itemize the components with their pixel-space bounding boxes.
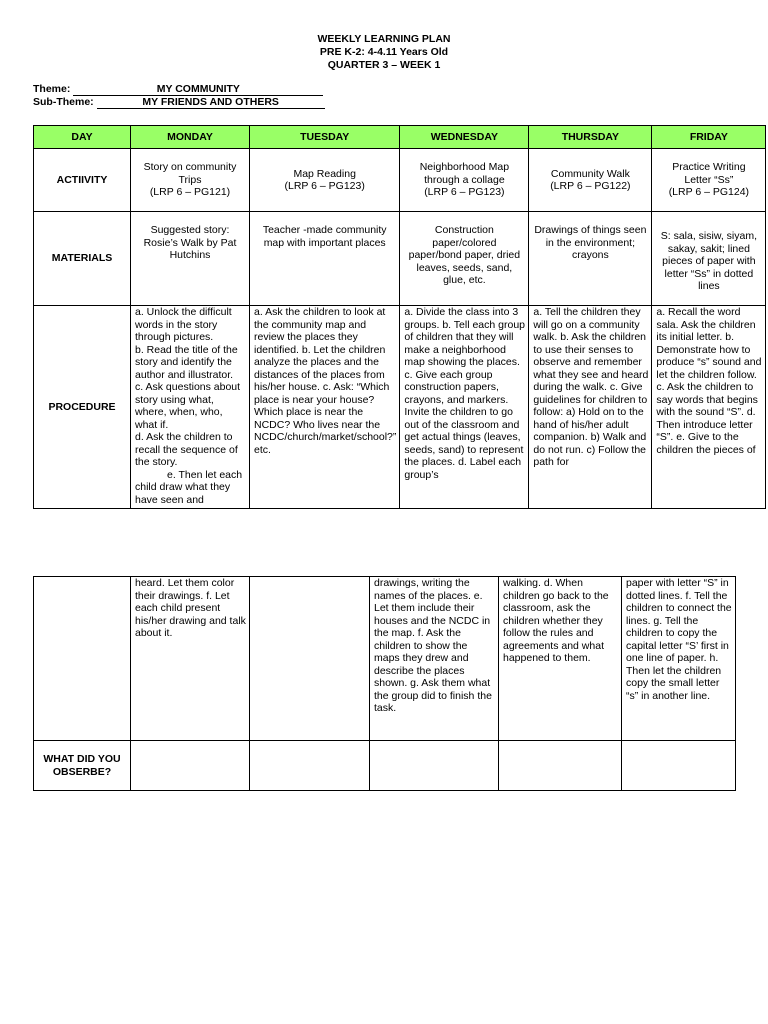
continuation-wednesday: drawings, writing the names of the places. e. Let them include their houses and the NCDC in the map. f. Ask the children to show the maps they drew and describe the places shown. g. Ask them what the group did to finish the task. bbox=[370, 577, 499, 741]
activity-tuesday: Map Reading (LRP 6 – PG123) bbox=[250, 149, 400, 212]
col-thursday: THURSDAY bbox=[529, 126, 652, 149]
continuation-thursday: walking. d. When children go back to the classroom, ask the children whether they follow the rules and agreements and what happened to them. bbox=[499, 577, 622, 741]
materials-tuesday: Teacher -made community map with important places bbox=[250, 212, 400, 306]
observe-wednesday bbox=[370, 741, 499, 791]
observe-row bbox=[34, 741, 736, 791]
activity-friday: Practice Writing Letter “Ss” (LRP 6 – PG124) bbox=[652, 149, 766, 212]
procedure-row bbox=[34, 306, 766, 509]
procedure-thursday: a. Tell the children they will go on a community walk. b. Ask the children to use their senses to observe and remember what they see and heard during the walk. c. Give guidelines for children to follow: a) Hold on to the hand of his/her adult companion. b) Walk and do not run. c) Follow the path for bbox=[529, 306, 652, 509]
observe-friday bbox=[622, 741, 736, 791]
activity-label: ACTIIVITY bbox=[34, 149, 131, 212]
observe-label: WHAT DID YOU OBSERBE? bbox=[34, 741, 131, 791]
procedure-tuesday: a. Ask the children to look at the community map and review the places they identified. b. Let the children analyze the places and the distances of the places from his/her house. c. Ask: “Which place is near your house? Which place is near the NCDC? Who lives near the NCDC/church/market/school?” etc. bbox=[250, 306, 400, 509]
observe-tuesday bbox=[250, 741, 370, 791]
col-friday: FRIDAY bbox=[652, 126, 766, 149]
procedure-monday: a. Unlock the difficult words in the story through pictures. b. Read the title of the story and identify the author and illustrator. c. Ask questions about story using what, where, when, who, what if. d. Ask the children to recall the sequence of the story. e. Then let each child draw what they have seen and bbox=[131, 306, 250, 509]
col-tuesday: TUESDAY bbox=[250, 126, 400, 149]
plan-level: PRE K-2: 4-4.11 Years Old bbox=[319, 46, 449, 58]
procedure-continuation-row bbox=[34, 577, 736, 741]
theme-row bbox=[33, 83, 323, 96]
subtheme-label: Sub-Theme: bbox=[33, 96, 94, 108]
activity-wednesday: Neighborhood Map through a collage (LRP 6 – PG123) bbox=[400, 149, 529, 212]
header-row bbox=[34, 126, 766, 149]
col-monday: MONDAY bbox=[131, 126, 250, 149]
continuation-monday: heard. Let them color their drawings. f. Let each child present his/her drawing and talk about it. bbox=[131, 577, 250, 741]
procedure-wednesday: a. Divide the class into 3 groups. b. Tell each group of children that they will make a neighborhood map showing the places. c. Give each group construction papers, crayons, and markers. Invite the children to go out of the classroom and get actual things (leaves, seeds, sand) to represent the places. d. Label each group’s bbox=[400, 306, 529, 509]
weekly-plan-table-continued bbox=[33, 576, 736, 791]
theme-value: MY COMMUNITY bbox=[73, 83, 323, 96]
materials-label: MATERIALS bbox=[34, 212, 131, 306]
observe-thursday bbox=[499, 741, 622, 791]
weekly-plan-table bbox=[33, 125, 766, 509]
col-wednesday: WEDNESDAY bbox=[400, 126, 529, 149]
materials-monday: Suggested story: Rosie’s Walk by Pat Hutchins bbox=[131, 212, 250, 306]
activity-monday: Story on community Trips (LRP 6 – PG121) bbox=[131, 149, 250, 212]
continuation-friday: paper with letter “S” in dotted lines. f. Tell the children to connect the lines. g. Tell the children to copy the capital letter “S’ first in one line of paper. h. Then let the children copy the small letter “s” in another line. bbox=[622, 577, 736, 741]
plan-title: WEEKLY LEARNING PLAN bbox=[317, 33, 451, 45]
theme-label: Theme: bbox=[33, 83, 71, 95]
materials-friday: S: sala, sisiw, siyam, sakay, sakit; lined pieces of paper with letter “Ss” in dotted lines bbox=[652, 212, 766, 306]
continuation-tuesday bbox=[250, 577, 370, 741]
procedure-friday: a. Recall the word sala. Ask the children its initial letter. b. Demonstrate how to produce “s” sound and let the children follow. c. Ask the children to say words that begins with the sound “S”. d. Then introduce letter “S”. e. Give to the children the pieces of bbox=[652, 306, 766, 509]
observe-monday bbox=[131, 741, 250, 791]
continuation-label-empty bbox=[34, 577, 131, 741]
col-day: DAY bbox=[34, 126, 131, 149]
materials-wednesday: Construction paper/colored paper/bond paper, dried leaves, seeds, sand, glue, etc. bbox=[400, 212, 529, 306]
subtheme-row bbox=[33, 96, 325, 109]
procedure-label: PROCEDURE bbox=[34, 306, 131, 509]
activity-thursday: Community Walk (LRP 6 – PG122) bbox=[529, 149, 652, 212]
plan-quarter: QUARTER 3 – WEEK 1 bbox=[327, 59, 441, 71]
activity-row bbox=[34, 149, 766, 212]
materials-thursday: Drawings of things seen in the environment; crayons bbox=[529, 212, 652, 306]
subtheme-value: MY FRIENDS AND OTHERS bbox=[97, 96, 325, 109]
materials-row bbox=[34, 212, 766, 306]
